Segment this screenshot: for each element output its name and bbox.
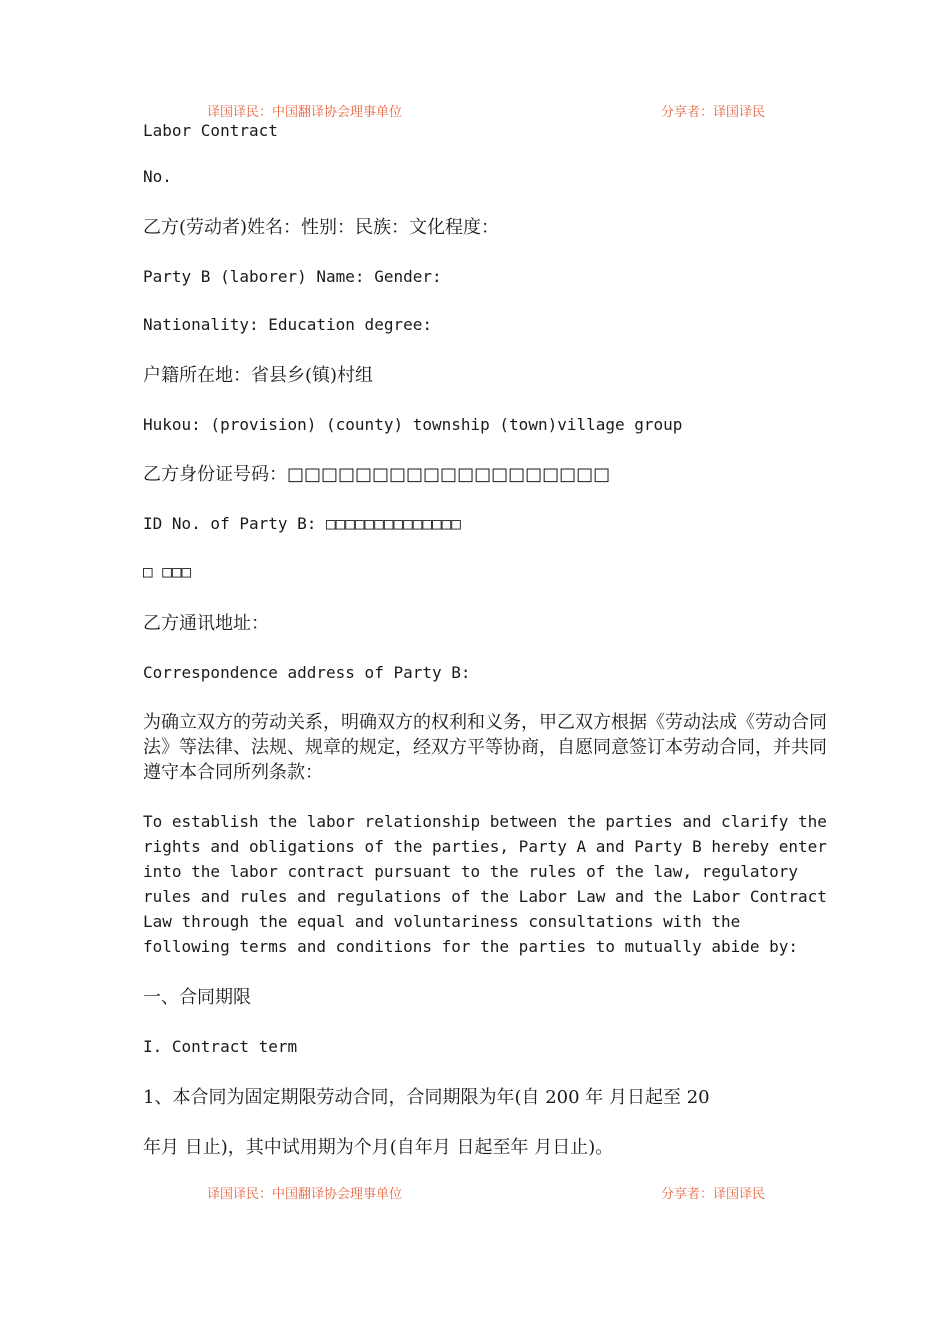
footer-left-text: 译国译民：中国翻译协会理事单位 [207,1187,403,1202]
header-right-text: 分享者：译国译民 [661,105,766,120]
hukou-cn: 户籍所在地：省县乡(镇)村组 [143,365,374,386]
id-number-continued: □ □□□ [143,562,192,581]
address-en: Correspondence address of Party B: [143,663,471,682]
term-clause-line-1: 1、本合同为固定期限劳动合同，合同期限为年(自 200 年 月日起至 20 [143,1087,710,1108]
section-1-heading-cn: 一、合同期限 [143,987,251,1008]
id-number-en: ID No. of Party B: □□□□□□□□□□□□□□ [143,514,461,533]
term-clause-line-2: 年月 日止)，其中试用期为个月(自年月 日起至年 月日止)。 [143,1137,614,1158]
intro-paragraph-cn: 为确立双方的劳动关系，明确双方的权利和义务，甲乙双方根据《劳动法成《劳动合同法》等法律、法规、规章的规定，经双方平等协商，自愿同意签订本劳动合同，并共同遵守本合同所列条款： [143,712,827,783]
footer-right-text: 分享者：译国译民 [661,1187,766,1202]
contract-number: No. [143,167,172,186]
header-left-text: 译国译民：中国翻译协会理事单位 [207,105,403,120]
section-1-heading-en: I. Contract term [143,1037,298,1056]
hukou-en: Hukou: (provision) (county) township (town)village group [143,415,683,434]
address-cn: 乙方通讯地址： [143,613,269,634]
intro-paragraph-en: To establish the labor relationship between the parties and clarify the rights and obligations of the parties, Party A and Party B hereby enter into the labor contract pursuant to the rules of the law, regulatory rules and rules and regulations of the Labor Law and the Labor Contract Law through the equal and voluntariness consultations with the following terms and conditions for the parties to mutually abide by: [143,812,827,956]
party-b-info-cn: 乙方(劳动者)姓名：性别：民族：文化程度： [143,217,500,238]
nationality-en: Nationality: Education degree: [143,315,432,334]
document-title: Labor Contract [143,121,278,140]
id-number-cn: 乙方身份证号码：□□□□□□□□□□□□□□□□□□□ [143,464,611,485]
party-b-info-en: Party B (laborer) Name: Gender: [143,267,442,286]
